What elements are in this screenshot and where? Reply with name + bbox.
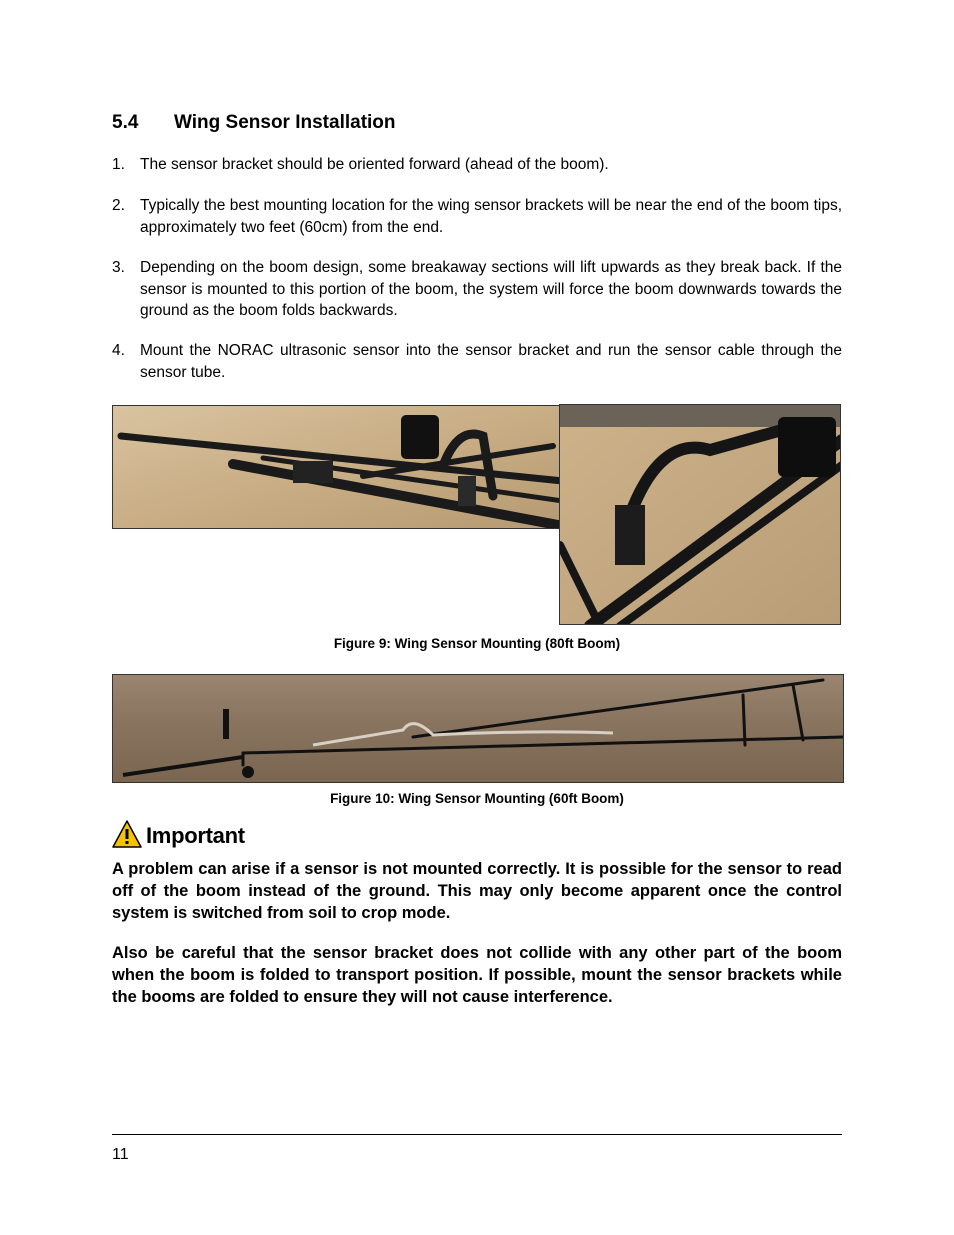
step-item: [112, 340, 842, 383]
page-number: 11: [112, 1146, 129, 1163]
footer-rule: [112, 1134, 842, 1135]
step-number: 3.: [112, 259, 125, 276]
step-text: Mount the NORAC ultrasonic sensor into the sensor bracket and run the sensor cable through the sensor tube.: [140, 342, 842, 381]
important-paragraph: A problem can arise if a sensor is not mounted correctly. It is possible for the sensor to read off of the boom instead of the ground. This may only become apparent once the control system is switched from soil to crop mode.: [112, 860, 842, 922]
important-paragraph: Also be careful that the sensor bracket does not collide with any other part of the boom when the boom is folded to transport position. If possible, mount the sensor brackets while the booms are folded to ensure they will not cause interference.: [112, 944, 842, 1006]
step-number: 1.: [112, 156, 125, 173]
boom-photo-side: [112, 405, 562, 529]
boom-photo-wide: [112, 674, 844, 783]
step-item: [112, 154, 842, 176]
step-text: The sensor bracket should be oriented forward (ahead of the boom).: [140, 156, 609, 173]
section-heading: [112, 112, 396, 134]
step-number: 4.: [112, 342, 125, 359]
figure-caption: Figure 9: Wing Sensor Mounting (80ft Boom): [333, 636, 621, 651]
step-item: [112, 257, 842, 322]
step-item: [112, 195, 842, 238]
warning-icon: [112, 820, 142, 853]
boom-photo-closeup: [559, 404, 841, 625]
important-label: Important: [146, 823, 245, 848]
section-number: 5.4: [112, 112, 139, 133]
important-callout: [112, 820, 245, 852]
step-number: 2.: [112, 197, 125, 214]
section-title: Wing Sensor Installation: [174, 112, 396, 133]
step-text: Typically the best mounting location for the wing sensor brackets will be near the end of the boom tips, approximately two feet (60cm) from the end.: [140, 197, 842, 236]
figure-caption: Figure 10: Wing Sensor Mounting (60ft Boom): [330, 791, 624, 806]
step-text: Depending on the boom design, some breakaway sections will lift upwards as they break back. If the sensor is mounted to this portion of the boom, the system will force the boom downwards towards the ground as the boom folds backwards.: [140, 259, 842, 319]
